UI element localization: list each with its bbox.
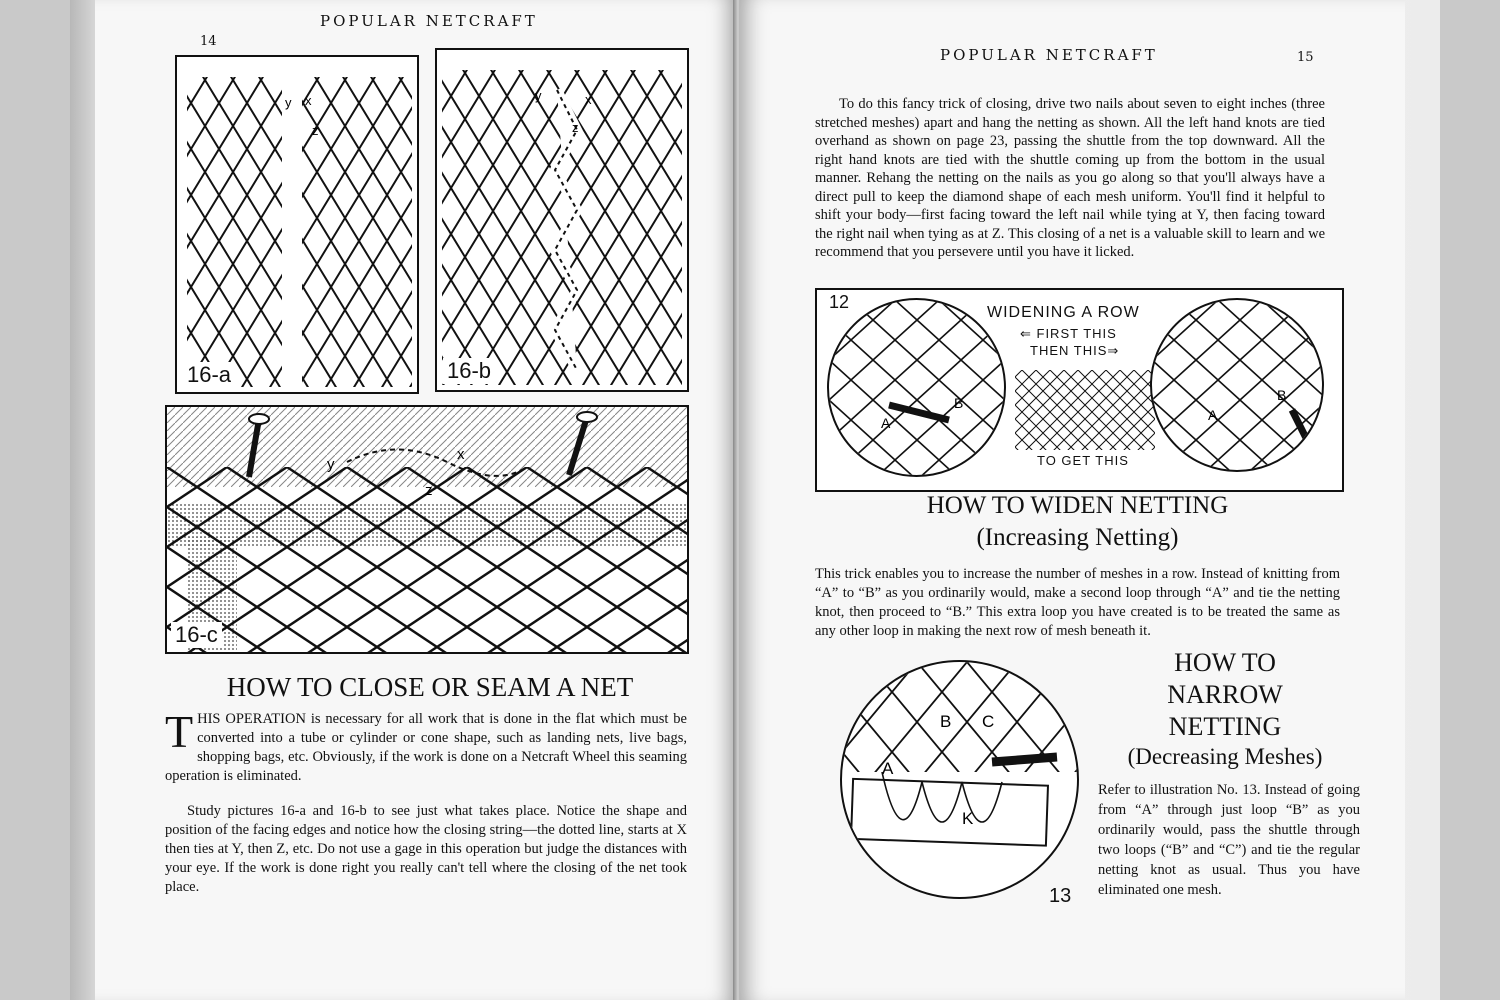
mark-x-b: x [585, 92, 592, 107]
widen-netting-paragraph: This trick enables you to increase the number of meshes in a row. Instead of knitting from “A” to “B” as you ordinarily would, make a second loop through “A” and tie the netting knot, then proceed to “B.” This extra loop you have created is to be treated the same as any other loop in making the next row of mesh beneath it. [815, 566, 1340, 639]
narrowing-diagram [842, 662, 1077, 897]
drop-cap: T [165, 706, 194, 757]
figure-16b-label: 16-b [443, 358, 495, 384]
narrow-netting-heading-1: HOW TO [1174, 648, 1276, 677]
figure-12-number: 12 [825, 292, 853, 313]
figure-13-circle [840, 660, 1079, 899]
mark-y-b: y [535, 88, 542, 103]
figure-12 [815, 288, 1344, 492]
figure-16b [435, 48, 689, 392]
net-diagram-16a [177, 57, 417, 392]
close-net-heading: HOW TO CLOSE OR SEAM A NET [226, 672, 634, 702]
right-page [740, 0, 1405, 1000]
narrow-netting-subheading: (Decreasing Meshes) [1127, 744, 1323, 769]
fig12-label-a: A [881, 415, 891, 431]
widened-result-circle [1150, 298, 1324, 472]
figure-13-number: 13 [1049, 885, 1072, 907]
left-page-number: 14 [200, 34, 217, 49]
net-on-nails-diagram [167, 407, 687, 652]
mark-x-c: x [457, 446, 465, 463]
mark-z-c: z [425, 482, 433, 499]
fig12-result-label-b: B [1277, 387, 1287, 403]
figure-16c [165, 405, 689, 654]
mark-y: y [285, 95, 292, 110]
fig12-label-b: B [954, 395, 964, 411]
net-diagram-16b [437, 50, 687, 390]
first-this-caption: ⇐ FIRST THIS [1020, 326, 1117, 341]
figure-16a [175, 55, 419, 394]
right-running-head: POPULAR NETCRAFT [940, 46, 1158, 64]
right-page-number: 15 [1297, 50, 1314, 65]
narrow-netting-heading-3: NETTING [1168, 712, 1282, 741]
mark-x: x [305, 93, 312, 108]
fig13-label-b: B [940, 712, 952, 731]
narrow-netting-paragraph: Refer to illustration No. 13. Instead of going from “A” through just loop “B” as you ordinarily would, pass the shuttle through two loops (“B” and “C”) and tie the regular netting knot as usual. Thus you have eliminated one mesh. [1098, 782, 1360, 898]
fig12-result-label-a: A [1208, 407, 1218, 423]
mark-z-b: z [572, 120, 579, 135]
close-net-paragraph-1 [165, 706, 687, 786]
widening-a-row-title: WIDENING A ROW [987, 304, 1140, 321]
fig13-label-a: A [882, 759, 894, 778]
fig13-label-k: K [962, 809, 974, 828]
narrow-netting-heading-2: NARROW [1167, 680, 1283, 709]
close-net-paragraph-2: Study pictures 16-a and 16-b to see just what takes place. Notice the shape and position of the facing edges and notice how the closing string—the dotted line, starts at X then ties at Y, then Z, etc. Do not use a gage in this operation but judge the distances with your eye. If the work is done right you really can't tell where the closing of the net took place. [165, 803, 687, 895]
small-net-strip [1015, 370, 1155, 450]
widen-netting-subheading: (Increasing Netting) [976, 524, 1179, 551]
figure-16a-label: 16-a [183, 362, 235, 388]
mark-y-c: y [327, 456, 335, 473]
widen-netting-heading: HOW TO WIDEN NETTING [926, 492, 1229, 519]
to-get-this-caption: TO GET THIS [1037, 453, 1129, 468]
close-net-paragraph-1-text: HIS OPERATION is necessary for all work that is done in the flat which must be converted into a tube or cylinder or cone shape, such as landing nets, live bags, shopping bags, etc. Obviously, if the work is done on a Netcraft Wheel this seaming operation is eliminated. [165, 711, 687, 784]
mark-z: z [312, 123, 319, 138]
closing-instructions-paragraph: To do this fancy trick of closing, drive two nails about seven to eight inches (three stretched meshes) apart and hang the netting as shown. All the left hand knots are tied overhand as shown on page 23, passing the shuttle from the top downward. All the right hand knots are tied with the shuttle coming up from the bottom in the usual manner. Rehang the netting on the nails as you go along so that you'll always have a direct pull to keep the diamond shape of each mesh uniform. You'll find it helpful to shift your body—first facing toward the left nail while tying at Y, then facing toward the right nail when tying as at Z. This closing of a net is a valuable skill to learn and we recommend that you persevere until you have it licked. [815, 96, 1325, 260]
left-page [95, 0, 735, 1000]
widen-loop-circle [827, 298, 1006, 477]
fig13-label-c: C [982, 712, 995, 731]
then-this-caption: THEN THIS⇒ [1030, 343, 1120, 358]
left-running-head: POPULAR NETCRAFT [320, 12, 538, 30]
figure-16c-label: 16-c [171, 622, 222, 648]
